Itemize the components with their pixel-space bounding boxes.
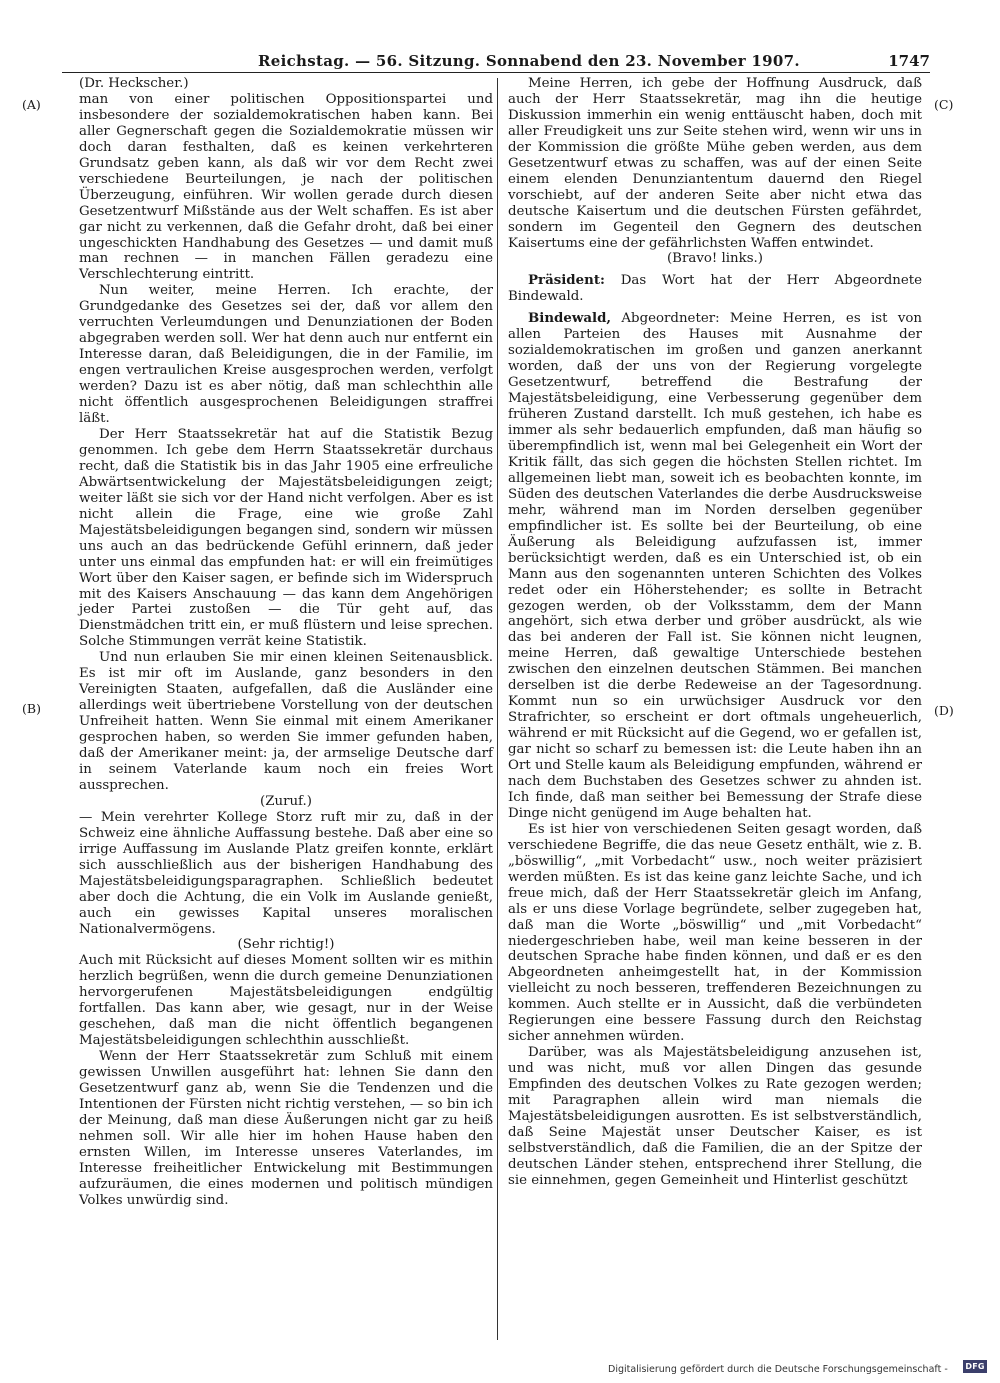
left-column: [79, 76, 493, 1209]
speaker-tag: (Dr. Heckscher.): [79, 76, 189, 91]
paragraph: Der Herr Staatssekretär hat auf die Statistik Bezug genommen. Ich gebe dem Herrn Staatssekretär durchaus recht, daß die Statistik bis in das Jahr 1905 eine erfreuliche Abwärtsentwickelung der Majestätsbeleidigungen zeigt; weiter läßt sie sich vor der Hand nicht verfolgen. Aber es ist nicht allein die Frage, eine wie große Zahl Majestätsbeleidigungen begangen sind, sondern wir müssen uns auch an das bedrückende Gefühl erinnern, daß jeder unter uns einmal das empfunden hat: er will ein freimütiges Wort über den Kaiser sagen, er befinde sich im Widerspruch mit des Kaisers Anschauung — das kann dem Angehörigen jeder Partei zustoßen — die Tür geht auf, das Dienstmädchen tritt ein, er muß flüstern und leise sprechen. Solche Stimmungen verrät keine Statistik.: [79, 426, 493, 650]
right-column: [508, 76, 922, 1189]
interjection: (Bravo! links.): [666, 251, 764, 267]
paragraph: Darüber, was als Majestätsbeleidigung anzusehen ist, und was nicht, muß vor allen Dingen das gesunde Empfinden des deutschen Volkes zu Rate gezogen werden; mit Paragraphen allein wird man niemals die Majestätsbeleidigungen ausrotten. Es ist selbstverständlich, daß Seine Majestät unser Deutscher Kaiser, es ist selbstverständlich, daß die Familien, die an der Spitze der deutschen Länder stehen, entsprechend ihrer Stellung, die sie einnehmen, gegen Gemeinheit und Hinterlist geschützt: [508, 1045, 922, 1188]
header-rule: [62, 72, 930, 73]
running-title: Reichstag. — 56. Sitzung. Sonnabend den 23. November 1907.: [258, 52, 800, 70]
margin-mark-a: (A): [22, 97, 41, 112]
digitization-credit: Digitalisierung gefördert durch die Deutsche Forschungsgemeinschaft -: [608, 1364, 948, 1375]
president-statement: [508, 273, 922, 305]
margin-mark-b: (B): [22, 701, 41, 716]
column-divider: [497, 78, 498, 1340]
paragraph: Wenn der Herr Staatssekretär zum Schluß mit einem gewissen Unwillen ausgeführt hat: lehnen Sie dann den Gesetzentwurf ganz ab, wenn Sie die Tendenzen und die Intentionen der Fürsten nicht richtig verstehen, — so bin ich der Meinung, daß man diese Äußerungen nicht gar zu heiß nehmen soll. Wir alle hier im hohen Hause haben den ernsten Willen, im Interesse unseres Vaterlandes, im Interesse freiheitlicher Entwickelung mit Bestimmungen aufzuräumen, die eines modernen und politisch mündigen Volkes unwürdig sind.: [79, 1049, 493, 1208]
interjection: (Sehr richtig!): [237, 937, 335, 953]
paragraph: Nun weiter, meine Herren. Ich erachte, der Grundgedanke des Gesetzes sei der, daß vor allem den verruchten Verleumdungen und Denunziationen der Boden abgegraben werden soll. Wer hat denn auch nur entfernt ein Interesse daran, daß Beleidigungen, die in der Familie, im engen vertraulichen Kreise ausgesprochen werden, verfolgt werden? Dazu ist es aber nötig, daß man schlechthin alle nicht öffentlich ausgesprochenen Beleidigungen straffrei läßt.: [79, 283, 493, 427]
margin-mark-d: (D): [934, 703, 954, 718]
paragraph: man von einer politischen Oppositionspartei und insbesondere der sozialdemokratischen haben kann. Bei aller Gegnerschaft gegen die Sozialdemokratie müssen wir doch daran festhalten, daß es keinen verkehrteren Grundsatz geben kann, als daß wir vor dem Recht zwei verschiedene Beurteilungen, je nach der politischen Überzeugung, einführen. Wir wollen gerade durch diesen Gesetzentwurf Mißstände aus der Welt schaffen. Es ist aber gar nicht zu verkennen, daß die Gefahr droht, daß bei einer ungeschickten Handhabung des Gesetzes — und damit muß man rechnen — in manchen Fällen geradezu eine Verschlechterung eintritt.: [79, 91, 493, 283]
speaker-label-president: Präsident:: [528, 272, 605, 289]
paragraph: Auch mit Rücksicht auf dieses Moment sollten wir es mithin herzlich begrüßen, wenn die durch gemeine Denunziationen hervorgerufenen Majestätsbeleidigungen endgültig fortfallen. Das kann aber, wie gesagt, nur in der Weise geschehen, daß man die nicht öffentlich begangenen Majestätsbeleidigungen schlechthin ausschließt.: [79, 953, 493, 1049]
paragraph: Es ist hier von verschiedenen Seiten gesagt worden, daß verschiedene Begriffe, die das neue Gesetz enthält, wie z. B. „böswillig“, „mit Vorbedacht“ usw., noch weiter präzisiert werden müßten. Es ist das keine ganz leichte Sache, und ich freue mich, daß der Herr Staatssekretär gleich im Anfang, als er uns diese Vorlage begründete, selber zugegeben hat, daß man die Worte „böswillig“ und „mit Vorbedacht“ niedergeschrieben habe, weil man keine besseren in der deutschen Sprache habe finden können, und daß er es den Abgeordneten anheimgestellt hat, in der Kommission vielleicht zu noch besseren, treffenderen Bezeichnungen zu kommen. Auch stellte er in Aussicht, daß die verbündeten Regierungen eine bessere Fassung durch den Reichstag sicher annehmen würden.: [508, 821, 922, 1045]
page-number: 1747: [888, 52, 930, 70]
dfg-logo: DFG: [963, 1360, 987, 1373]
paragraph: Meine Herren, ich gebe der Hoffnung Ausdruck, daß auch der Herr Staatssekretär, mag ihn die heutige Diskussion immerhin ein wenig enttäuscht haben, doch mit aller Freudigkeit uns zur Seite stehen wird, wenn wir uns in der Kommission die größte Mühe geben werden, aus dem Gesetzentwurf etwas zu schaffen, was auf der einen Seite einem elenden Denunziantentum dauernd den Riegel vorschiebt, auf der anderen Seite aber nicht etwa das deutsche Kaisertum und die deutschen Fürsten gefährdet, sondern im Gegenteil den Gegnern des deutschen Kaisertums eine der gefährlichsten Waffen entwindet.: [508, 76, 922, 251]
bindewald-text: Abgeordneter: Meine Herren, es ist von allen Parteien des Hauses mit Ausnahme der sozialdemokratischen im großen und ganzen anerkannt worden, daß der uns von der Regierung vorgelegte Gesetzentwurf, betreffend die Bestrafung der Majestätsbeleidigung, eine Verbesserung gegenüber dem früheren Zustand darstellt. Ich muß gestehen, ich habe es immer als sehr bedauerlich empfunden, daß man häufig so überempfindlich ist, wenn mal bei Gelegenheit ein Wort der Kritik fällt, das sich gegen die höchsten Stellen richtet. Im allgemeinen liebt man, soweit ich es beobachten konnte, im Süden des deutschen Vaterlandes die derbe Ausdrucksweise mehr, während man im Norden derselben gegenüber empfindlicher ist. Es sollte bei der Beurteilung, ob eine Äußerung als Beleidigung aufzufassen ist, immer berücksichtigt werden, daß es ein Unterschied ist, ob ein Mann aus den sogenannten unteren Schichten des Volkes redet oder ein Höherstehender; es sollte in Betracht gezogen werden, ob der Volksstamm, dem der Mann angehört, sich etwa derber und gröber ausdrückt, als wie das bei anderen der Fall ist. Sie können nicht leugnen, meine Herren, daß gewaltige Unterschiede bestehen zwischen den einzelnen deutschen Stämmen. Bei manchen derselben ist die derbe Redeweise an der Tagesordnung. Kommt nun so ein urwüchsiger Ausdruck vor den Strafrichter, so erscheint er dort oftmals ungeheuerlich, während er mit Rücksicht auf die Gegend, wo er gefallen ist, gar nicht so scharf zu bemessen ist: die Leute haben ihn an Ort und Stelle kaum als Beleidigung empfunden, während er nach dem Buchstaben des Gesetzes schwer zu ahnden ist. Ich finde, daß man seither bei Bemessung der Strafe diese Dinge nicht genügend im Auge behalten hat.: [508, 311, 922, 821]
speaker-label-bindewald: Bindewald,: [528, 310, 612, 327]
paragraph: — Mein verehrter Kollege Storz ruft mir zu, daß in der Schweiz eine ähnliche Auffassung bestehe. Daß aber eine so irrige Auffassung im Auslande Platz greifen konnte, erklärt sich ausschließlich aus der bisherigen Handhabung des Majestätsbeleidigungsparagraphen. Schließlich bedeutet aber doch die Achtung, die ein Volk im Auslande genießt, auch ein gewisses Kapital unseres moralischen Nationalvermögens.: [79, 809, 493, 937]
president-text: Das Wort hat der Herr Abgeordnete Bindewald.: [508, 273, 922, 305]
margin-mark-c: (C): [934, 97, 954, 112]
bindewald-speech: [508, 311, 922, 822]
interjection: (Zuruf.): [260, 793, 312, 809]
paragraph: Und nun erlauben Sie mir einen kleinen Seitenausblick. Es ist mir oft im Auslande, ganz besonders in den Vereinigten Staaten, aufgefallen, daß die Ausländer eine allerdings weit übertriebene Vorstellung von der deutschen Unfreiheit hatten. Wenn Sie einmal mit einem Amerikaner gesprochen haben, so werden Sie immer gefunden haben, daß der Amerikaner meint: ja, der armselige Deutsche darf in seinem Vaterlande kaum noch ein freies Wort aussprechen.: [79, 650, 493, 793]
